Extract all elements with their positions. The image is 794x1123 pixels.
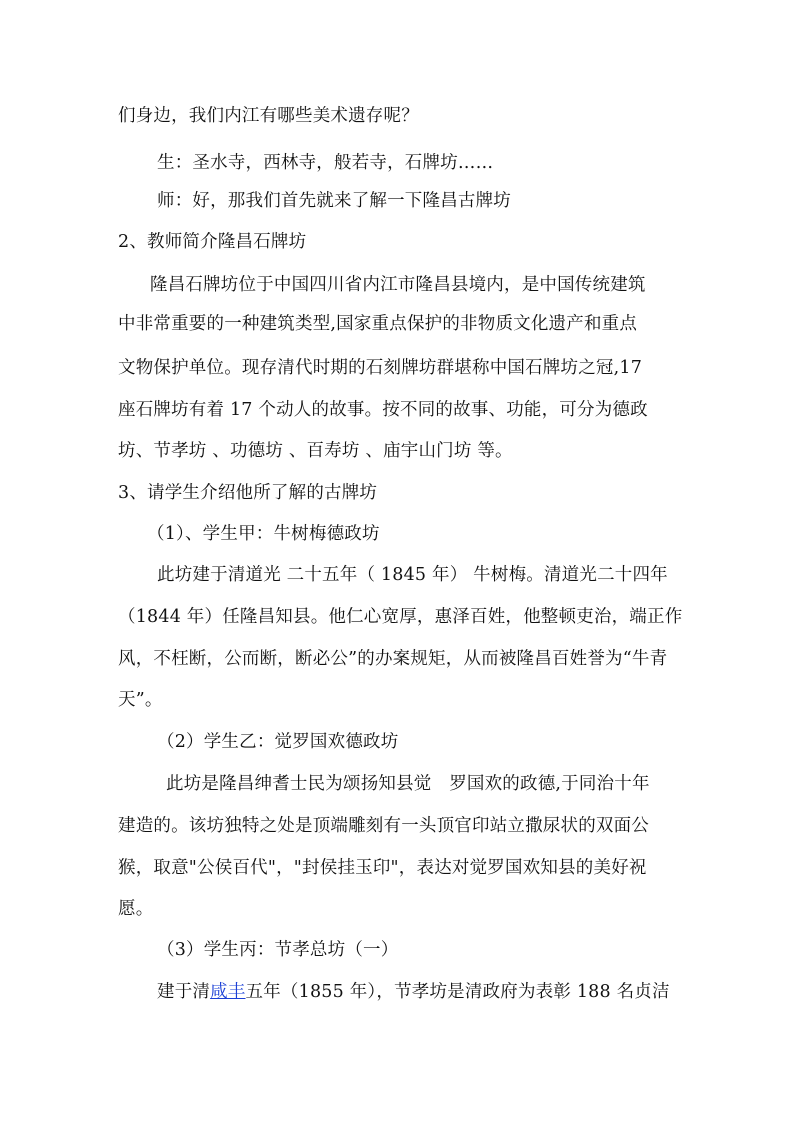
subheading: （2）学生乙：觉罗国欢德政坊 — [157, 732, 399, 752]
text-line: 座石牌坊有着 17 个动人的故事。按不同的故事、功能，可分为德政 — [118, 400, 648, 420]
text-line: 们身边，我们内江有哪些美术遗存呢？ — [118, 106, 419, 126]
text-line: 文物保护单位。现存清代时期的石刻牌坊群堪称中国石牌坊之冠,17 — [118, 358, 643, 378]
text-line: 师：好，那我们首先就来了解一下隆昌古牌坊 — [157, 191, 511, 211]
text-line: 生：圣水寺，西林寺，般若寺，石牌坊…… — [157, 153, 494, 173]
text-line — [157, 979, 670, 1005]
section-heading: 2、教师简介隆昌石牌坊 — [118, 232, 307, 252]
text-line: 中非常重要的一种建筑类型,国家重点保护的非物质文化遗产和重点 — [118, 314, 638, 334]
text-line: 建造的。该坊独特之处是顶端雕刻有一头顶官印站立撒尿状的双面公 — [118, 816, 649, 836]
text-line: （1844 年）任隆昌知县。他仁心宽厚，惠泽百姓，他整顿吏治，端正作 — [118, 607, 683, 627]
text-line: 此坊是隆昌绅耆士民为颂扬知县觉 罗国欢的政德,于同治十年 — [166, 774, 650, 794]
text-fragment: 建于清 — [157, 982, 211, 1002]
text-line: 风，不枉断，公而断，断必公”的办案规矩，从而被隆昌百姓誉为“牛青 — [118, 649, 668, 669]
text-line: 天”。 — [118, 690, 163, 710]
section-heading: 3、请学生介绍他所了解的古牌坊 — [118, 483, 378, 503]
text-line: 愿。 — [118, 899, 154, 919]
text-line: 隆昌石牌坊位于中国四川省内江市隆昌县境内，是中国传统建筑 — [150, 275, 646, 295]
text-line: 猴，取意"公侯百代"，"封侯挂玉印"，表达对觉罗国欢知县的美好祝 — [118, 858, 647, 878]
subheading: （3）学生丙：节孝总坊（一） — [157, 940, 399, 960]
subheading: （1）、学生甲：牛树梅德政坊 — [147, 524, 380, 544]
text-line: 此坊建于清道光 二十五年（ 1845 年） 牛树梅。清道光二十四年 — [157, 565, 668, 585]
text-fragment: 五年（1855 年），节孝坊是清政府为表彰 188 名贞洁 — [245, 982, 670, 1002]
text-line: 坊、节孝坊 、功德坊 、百寿坊 、庙宇山门坊 等。 — [118, 441, 513, 461]
xianfeng-link[interactable]: 咸丰 — [210, 982, 246, 1002]
